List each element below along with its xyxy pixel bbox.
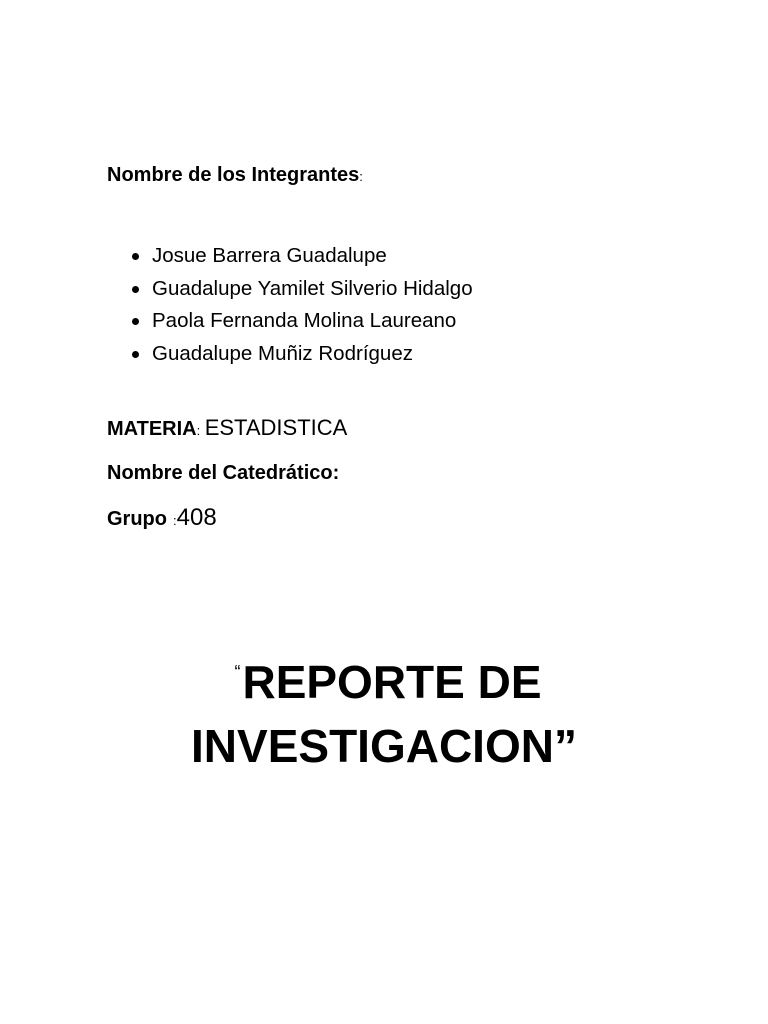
catedratico-field [107,457,339,491]
list-item [107,338,473,371]
list-item [107,240,473,273]
bullet-icon [132,286,139,293]
materia-label: MATERIA [107,418,197,440]
members-heading-colon: : [359,169,363,184]
bullet-icon [132,253,139,260]
members-list [107,240,473,370]
members-heading [107,162,363,190]
grupo-field [107,502,217,537]
grupo-value: 408 [176,504,217,531]
grupo-colon: : [173,513,177,528]
grupo-label: Grupo [107,508,167,530]
list-item [107,273,473,306]
title-line-1-text: REPORTE DE [242,656,542,708]
member-name: Paola Fernanda Molina Laureano [152,309,457,332]
title-line-2: INVESTIGACION” [191,720,577,772]
list-item [107,305,473,338]
materia-value: ESTADISTICA [204,415,348,440]
bullet-icon [132,351,139,358]
bullet-icon [132,318,139,325]
materia-colon: : [196,423,201,438]
member-name: Josue Barrera Guadalupe [152,244,387,267]
members-heading-label: Nombre de los Integrantes [107,164,360,186]
title-open-quote: “ [234,662,241,682]
catedratico-label: Nombre del Catedrático: [107,462,340,484]
member-name: Guadalupe Muñiz Rodríguez [152,341,413,365]
member-name: Guadalupe Yamilet Silverio Hidalgo [152,276,473,300]
title-line-1 [0,640,768,714]
materia-field [107,412,347,447]
report-title [0,640,768,778]
